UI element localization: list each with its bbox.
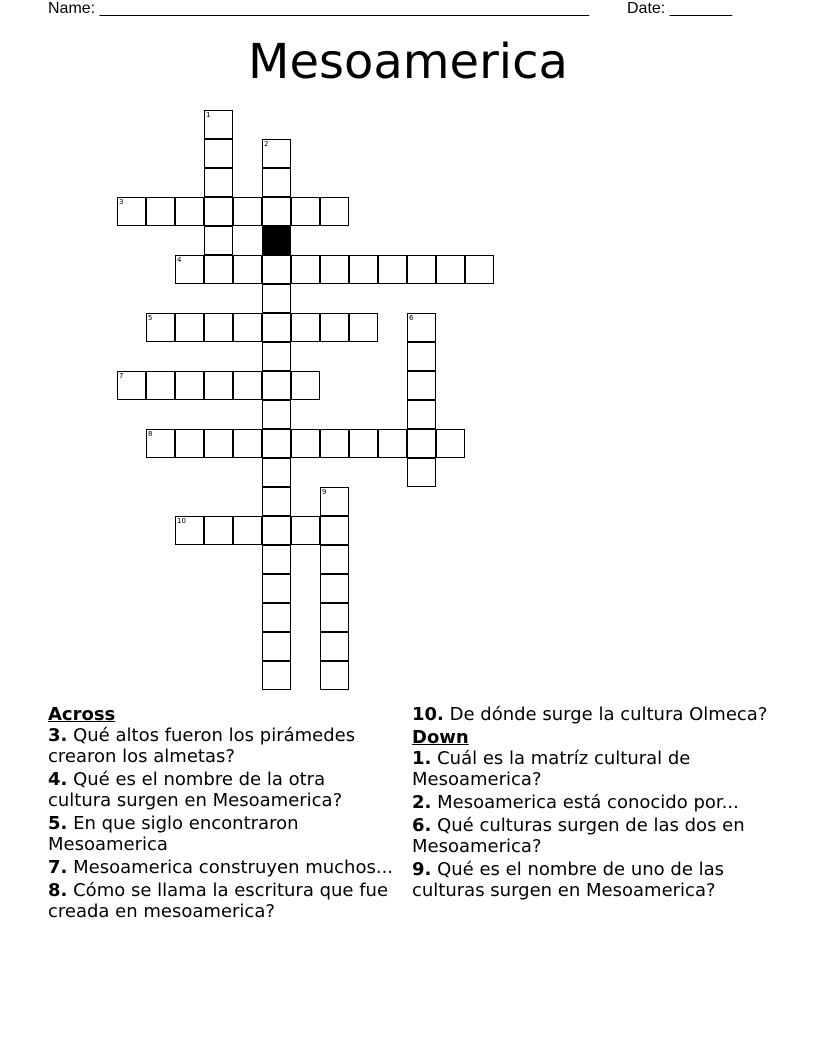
clue-text: Mesoamerica está conocido por... xyxy=(437,792,739,813)
grid-cell[interactable] xyxy=(204,371,233,400)
grid-cell[interactable] xyxy=(378,255,407,284)
clue-text: Cuál es la matríz cultural de Mesoamerica? xyxy=(412,748,691,790)
clue-number-label: 7. xyxy=(48,857,68,878)
clue-number: 6 xyxy=(409,314,414,322)
grid-cell[interactable] xyxy=(262,342,291,371)
clue-text: Qué altos fueron los pirámedes crearon los almetas? xyxy=(48,725,356,767)
grid-cell[interactable] xyxy=(320,545,349,574)
grid-cell[interactable] xyxy=(146,429,175,458)
name-field: Name: _______________________________________________________ xyxy=(48,0,589,17)
grid-cell[interactable] xyxy=(233,255,262,284)
grid-cell[interactable] xyxy=(320,632,349,661)
grid-cell[interactable] xyxy=(204,110,233,139)
grid-cell[interactable] xyxy=(291,255,320,284)
grid-cell[interactable] xyxy=(262,516,291,545)
grid-cell[interactable] xyxy=(436,429,465,458)
grid-cell[interactable] xyxy=(175,197,204,226)
grid-cell[interactable] xyxy=(262,168,291,197)
grid-cell[interactable] xyxy=(436,255,465,284)
clue-text: Qué es el nombre de uno de las culturas surgen en Mesoamerica? xyxy=(412,859,725,901)
grid-cell[interactable] xyxy=(291,313,320,342)
clue-item xyxy=(48,880,393,922)
grid-cell[interactable] xyxy=(175,371,204,400)
across-clue-list-continued xyxy=(412,704,782,725)
clue-item xyxy=(412,792,782,813)
grid-cell[interactable] xyxy=(175,516,204,545)
grid-cell[interactable] xyxy=(349,313,378,342)
clue-text: Cómo se llama la escritura que fue creada en mesoamerica? xyxy=(48,880,389,922)
grid-cell[interactable] xyxy=(407,429,436,458)
grid-cell[interactable] xyxy=(117,197,146,226)
grid-cell[interactable] xyxy=(378,429,407,458)
grid-cell[interactable] xyxy=(175,429,204,458)
grid-cell[interactable] xyxy=(233,197,262,226)
grid-cell[interactable] xyxy=(320,574,349,603)
across-clue-list xyxy=(48,725,393,922)
grid-cell[interactable] xyxy=(204,168,233,197)
grid-cell[interactable] xyxy=(262,371,291,400)
grid-cell[interactable] xyxy=(204,516,233,545)
grid-cell[interactable] xyxy=(407,255,436,284)
clue-item xyxy=(412,704,782,725)
grid-cell[interactable] xyxy=(320,516,349,545)
grid-cell[interactable] xyxy=(320,429,349,458)
grid-cell[interactable] xyxy=(262,574,291,603)
grid-cell[interactable] xyxy=(262,313,291,342)
clue-number-label: 5. xyxy=(48,813,68,834)
clue-number-label: 10. xyxy=(412,704,444,725)
page-title: Mesoamerica xyxy=(248,34,568,90)
grid-cell[interactable] xyxy=(233,429,262,458)
grid-cell[interactable] xyxy=(146,197,175,226)
clue-number: 5 xyxy=(148,314,153,322)
grid-cell[interactable] xyxy=(175,313,204,342)
clue-text: Qué es el nombre de la otra cultura surgen en Mesoamerica? xyxy=(48,769,343,811)
across-heading: Across xyxy=(48,704,116,725)
grid-cell[interactable] xyxy=(407,400,436,429)
down-heading: Down xyxy=(412,727,469,748)
grid-cell[interactable] xyxy=(291,429,320,458)
grid-cell[interactable] xyxy=(291,197,320,226)
grid-cell[interactable] xyxy=(146,313,175,342)
clue-number: 8 xyxy=(148,430,153,438)
clue-number: 1 xyxy=(206,111,211,119)
down-clue-list xyxy=(412,748,782,901)
grid-cell[interactable] xyxy=(233,313,262,342)
grid-cell[interactable] xyxy=(204,139,233,168)
clue-number-label: 3. xyxy=(48,725,68,746)
grid-cell[interactable] xyxy=(349,255,378,284)
clue-item xyxy=(48,813,393,855)
grid-cell[interactable] xyxy=(291,516,320,545)
clue-number-label: 9. xyxy=(412,859,432,880)
grid-cell[interactable] xyxy=(407,371,436,400)
grid-cell[interactable] xyxy=(262,400,291,429)
clue-item xyxy=(412,748,782,790)
grid-block xyxy=(262,226,291,255)
grid-cell[interactable] xyxy=(262,603,291,632)
grid-cell[interactable] xyxy=(320,313,349,342)
grid-cell[interactable] xyxy=(262,139,291,168)
grid-cell[interactable] xyxy=(262,487,291,516)
grid-cell[interactable] xyxy=(320,255,349,284)
grid-cell[interactable] xyxy=(262,632,291,661)
clue-item xyxy=(48,725,393,767)
grid-cell[interactable] xyxy=(204,255,233,284)
clue-number-label: 4. xyxy=(48,769,68,790)
clue-item xyxy=(412,815,782,857)
grid-cell[interactable] xyxy=(262,255,291,284)
grid-cell[interactable] xyxy=(204,197,233,226)
grid-cell[interactable] xyxy=(204,429,233,458)
grid-cell[interactable] xyxy=(233,516,262,545)
grid-cell[interactable] xyxy=(320,197,349,226)
clue-text: Mesoamerica construyen muchos... xyxy=(73,857,394,878)
clue-text: En que siglo encontraron Mesoamerica xyxy=(48,813,299,855)
clue-number-label: 1. xyxy=(412,748,432,769)
clue-number: 10 xyxy=(177,517,186,525)
grid-cell[interactable] xyxy=(291,371,320,400)
clue-number-label: 2. xyxy=(412,792,432,813)
grid-cell[interactable] xyxy=(233,371,262,400)
clue-number: 4 xyxy=(177,256,182,264)
clue-item xyxy=(412,859,782,901)
clue-number: 2 xyxy=(264,140,269,148)
grid-cell[interactable] xyxy=(320,487,349,516)
date-field: Date: _______ xyxy=(627,0,732,17)
grid-cell[interactable] xyxy=(262,197,291,226)
grid-cell[interactable] xyxy=(262,284,291,313)
clue-text: Qué culturas surgen de las dos en Mesoamerica? xyxy=(412,815,745,857)
grid-cell[interactable] xyxy=(320,603,349,632)
grid-cell[interactable] xyxy=(262,458,291,487)
clue-number: 7 xyxy=(119,372,124,380)
grid-cell[interactable] xyxy=(146,371,175,400)
clues-column-left xyxy=(48,704,393,924)
grid-cell[interactable] xyxy=(262,545,291,574)
grid-cell[interactable] xyxy=(117,371,146,400)
grid-cell[interactable] xyxy=(349,429,378,458)
clue-item xyxy=(48,857,393,878)
grid-cell[interactable] xyxy=(465,255,494,284)
grid-cell[interactable] xyxy=(407,342,436,371)
grid-cell[interactable] xyxy=(262,429,291,458)
grid-cell[interactable] xyxy=(262,661,291,690)
clue-item xyxy=(48,769,393,811)
grid-cell[interactable] xyxy=(320,661,349,690)
clue-number-label: 6. xyxy=(412,815,432,836)
grid-cell[interactable] xyxy=(407,313,436,342)
grid-cell[interactable] xyxy=(204,313,233,342)
grid-cell[interactable] xyxy=(175,255,204,284)
grid-cell[interactable] xyxy=(407,458,436,487)
clues-column-right xyxy=(412,704,782,903)
grid-cell[interactable] xyxy=(204,226,233,255)
clue-text: De dónde surge la cultura Olmeca? xyxy=(449,704,768,725)
clue-number-label: 8. xyxy=(48,880,68,901)
clue-number: 3 xyxy=(119,198,124,206)
clue-number: 9 xyxy=(322,488,327,496)
